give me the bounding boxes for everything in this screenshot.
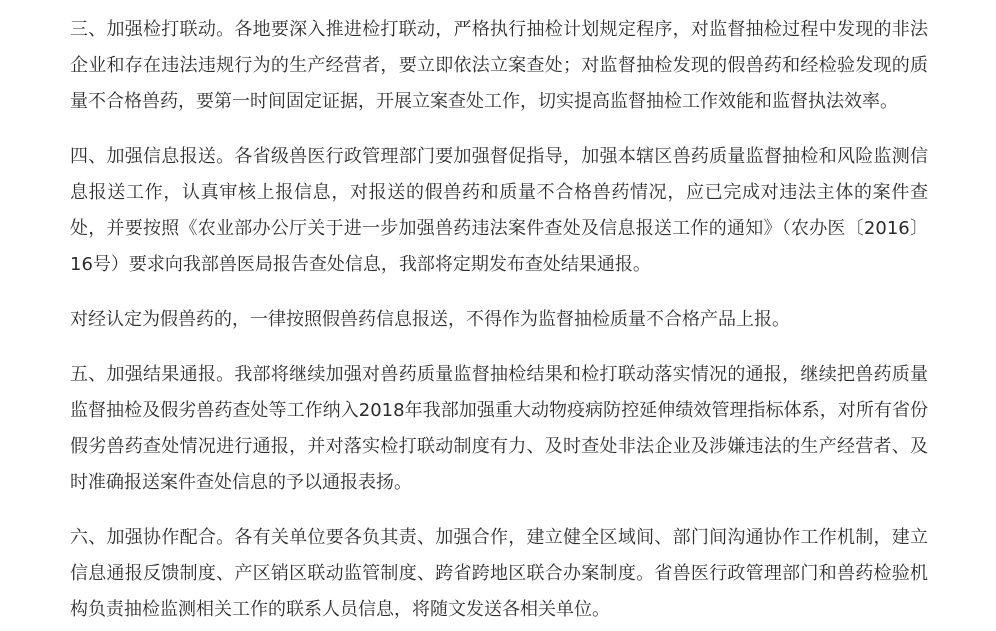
paragraph-spacer <box>70 338 928 357</box>
paragraph-spacer <box>70 120 928 139</box>
paragraph-joint-inspection: 三、加强检打联动。各地要深入推进检打联动，严格执行抽检计划规定程序，对监督抽检过程中发现的非法企业和存在违法违规行为的生产经营者，要立即依法立案查处；对监督抽检发现的假兽药和经检验发现的质量不合格兽药，要第一时间固定证据，开展立案查处工作，切实提高监督抽检工作效能和监督执法效率。 <box>70 19 928 112</box>
paragraph-information-reporting: 四、加强信息报送。各省级兽医行政管理部门要加强督促指导，加强本辖区兽药质量监督抽检和风险监测信息报送工作，认真审核上报信息，对报送的假兽药和质量不合格兽药情况，应已完成对违法主体的案件查处，并要按照《农业部办公厅关于进一步加强兽药违法案件查处及信息报送工作的通知》（农办医〔2016〕16号）要求向我部兽医局报告查处信息，我部将定期发布查处结果通报。 <box>70 146 928 275</box>
paragraph-spacer <box>70 501 928 520</box>
paragraph-result-notification: 五、加强结果通报。我部将继续加强对兽药质量监督抽检结果和检打联动落实情况的通报，继续把兽药质量监督抽检及假劣兽药查处等工作纳入2018年我部加强重大动物疫病防控延伸绩效管理指标体系，对所有省份假劣兽药查处情况进行通报，并对落实检打联动制度有力、及时查处非法企业及涉嫌违法的生产经营者、及时准确报送案件查处信息的予以通报表扬。 <box>70 364 928 493</box>
paragraph-counterfeit-drug-note: 对经认定为假兽药的，一律按照假兽药信息报送，不得作为监督抽检质量不合格产品上报。 <box>70 309 790 330</box>
paragraph-spacer <box>70 283 928 302</box>
paragraph-cooperation: 六、加强协作配合。各有关单位要各负其责、加强合作，建立健全区域间、部门间沟通协作工作机制，建立信息通报反馈制度、产区销区联动监管制度、跨省跨地区联合办案制度。省兽医行政管理部门和兽药检验机构负责抽检监测相关工作的联系人员信息，将随文发送各相关单位。 <box>70 527 928 620</box>
